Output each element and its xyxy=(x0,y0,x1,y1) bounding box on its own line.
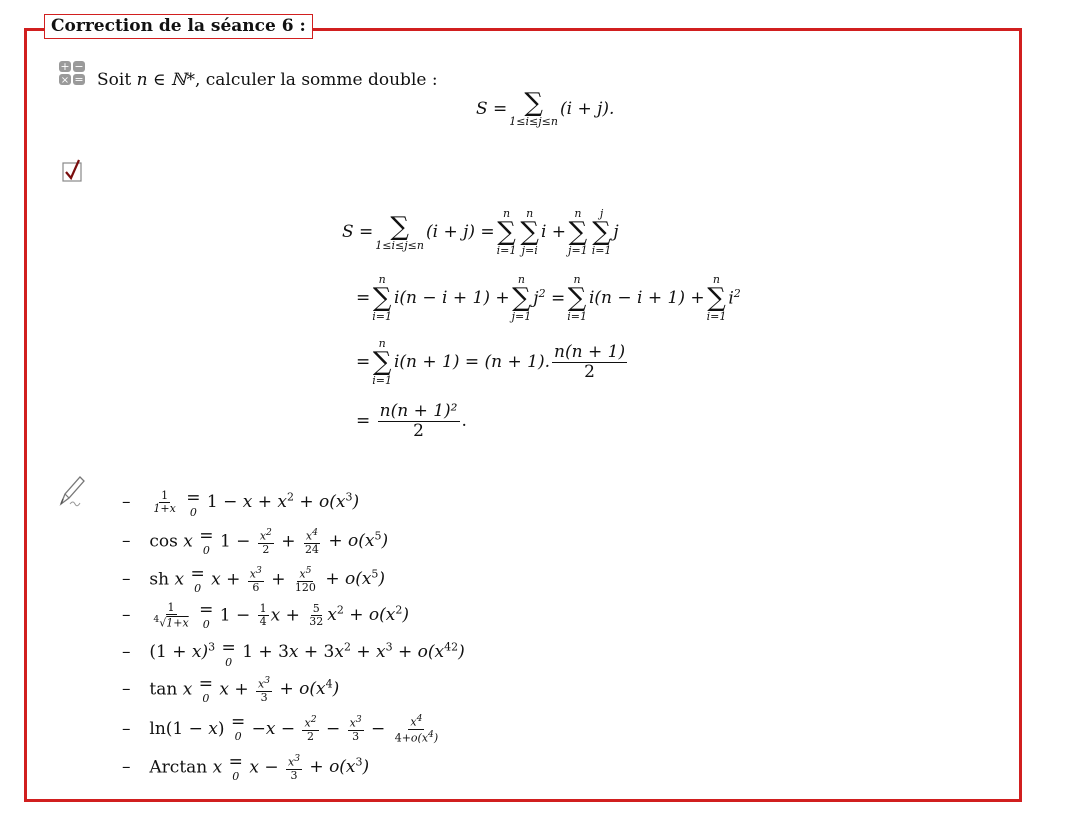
expansion-item-8: – Arctan x = 0 x − $\frac{x^3}{3}$ + $o(x^3)$ xyxy=(122,752,370,783)
expansion-item-1: – $\frac{1}{1+x}$ = 0 $1 - x + x^2 + o(x^3)$ xyxy=(122,488,360,519)
solution-line-1: S = ∑ 1≤i≤j≤n (i + j) = n ∑ i=1 n ∑ j=i i + n ∑ j=1 j ∑ i=1 j xyxy=(342,207,619,257)
solution-line-4: = $\frac{\text{n(n + 1)²}}{2}$ . xyxy=(356,401,467,441)
calculator-icon xyxy=(58,60,86,88)
svg-text:+: + xyxy=(60,60,70,73)
exercise-statement: Soit n ∈ ℕ*, calculer la somme double : xyxy=(97,70,438,90)
expansion-item-7: – ln(1 − x) = 0 −x − $\frac{x^2}{2}$ − $\frac{x^3}{3}$ − $\frac{x^4}{4+o(x^4)}$ xyxy=(122,712,439,745)
page-title: Correction de la séance 6 : xyxy=(44,14,313,39)
pencil-icon xyxy=(56,474,90,510)
expansion-item-5: – $(1 + x)^3$ = 0 $1 + 3x + 3x^2 + x^3 + o(x^{42})$ xyxy=(122,638,465,669)
expansion-item-6: – tan x = 0 x + $\frac{x^3}{3}$ + $o(x^4)$ xyxy=(122,674,340,705)
exercise-formula: S = ∑ 1≤i≤j≤n (i + j). xyxy=(476,88,615,128)
checkbox-checked-icon xyxy=(62,158,86,184)
solution-line-3: = n ∑ i=1 i(n + 1) = (n + 1). $\frac{n(n + 1)}{2}$ xyxy=(356,337,626,387)
svg-text:=: = xyxy=(74,73,84,86)
expansion-item-4: – $\frac{1}{^4√1+x}$ = 0 1 − $\frac{1}{4}$ x + $\frac{5}{32}$ $x^2 + o(x^2)$ xyxy=(122,600,410,631)
expansion-item-3: – sh x = 0 x + $\frac{x^3}{6}$ + $\frac{x^5}{120}$ + $o(x^5)$ xyxy=(122,564,386,595)
expansion-item-2: – cos x = 0 1 − $\frac{x^2}{2}$ + $\frac{x^4}{24}$ + $o(x^5)$ xyxy=(122,526,389,557)
svg-text:−: − xyxy=(74,60,84,73)
solution-line-2: = n ∑ i=1 i(n − i + 1) + n ∑ j=1 $j^2$ = n ∑ i=1 i(n − i + 1) + n ∑ i=1 $i^2$ xyxy=(356,273,741,323)
svg-text:×: × xyxy=(60,75,70,86)
